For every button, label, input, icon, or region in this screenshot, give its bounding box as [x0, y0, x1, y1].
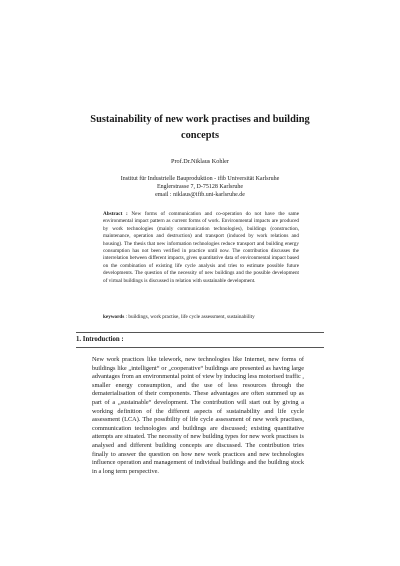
keywords-label: keywords	[103, 314, 125, 320]
abstract-text: New forms of communication and co-operation do not have the same environmental impact pattern as current forms of work. Environmental impacts are produced by work technologies (mainly communication technologies), buildings (construction, maintenance, operation and destruction) and transport (induced by work relations and housing). The thesis that new information technologies reduce transport and building energy consumption has not been verified in practice until now. The contribution discusses the interrelation between different impacts, gives quantitative data of environmental impact based on the combination of existing life cycle analysis and tries to estimate possible future developments. The question of the necessity of new buildings and the possible development of virtual buildings is discussed in relation with sustainable development.	[103, 211, 300, 284]
section-rule-bottom	[76, 347, 324, 348]
author-name: Prof.Dr.Niklaus Kohler	[171, 158, 229, 165]
keywords	[103, 314, 303, 321]
introduction-paragraph: New work practices like telework, new technologies like Internet, new forms of buildings like „intelligent“ or „cooperative“ buildings are presented as having large advantages from an environmental point of view by inducing less motorised traffic , smaller energy consumption, and the use of less resources through the dematerialisation of their components. These advantages are often summed up as part of a „sustainable“ development. The contribution will start out by giving a working definition of the different aspects of sustainability and life cycle assessment (LCA). The possibility of life cycle assessment of new work practises, communication technologies and buildings are discussed; existing quantitative attempts are situated. The necessity of new building types for new work practises is analysed and different building concepts are discussed. The contribution tries finally to answer the question on how new work practices and new technologies influence operation and management of individual buildings and the building stock in a long term perspective.	[92, 356, 304, 475]
introduction-body	[92, 356, 304, 476]
section-rule-top	[76, 332, 324, 333]
affiliation-address: Englerstrasse 7, D-75128 Karlsruhe	[157, 184, 243, 190]
keywords-text: : buildings, work practise, life cycle assessment, sustainability	[125, 314, 255, 320]
affiliation-block	[0, 175, 400, 199]
abstract	[103, 211, 299, 285]
affiliation-institute: Institut für Industrielle Bauproduktion - ifib Universität Karlsruhe	[120, 176, 280, 182]
section-heading: 1. Introduction :	[76, 336, 124, 343]
abstract-label: Abstract :	[103, 211, 128, 217]
paper-title: Sustainability of new work practises and building concepts	[90, 114, 310, 141]
affiliation-email: email : niklaus@ifib.uni-karlsruhe.de	[155, 192, 245, 198]
